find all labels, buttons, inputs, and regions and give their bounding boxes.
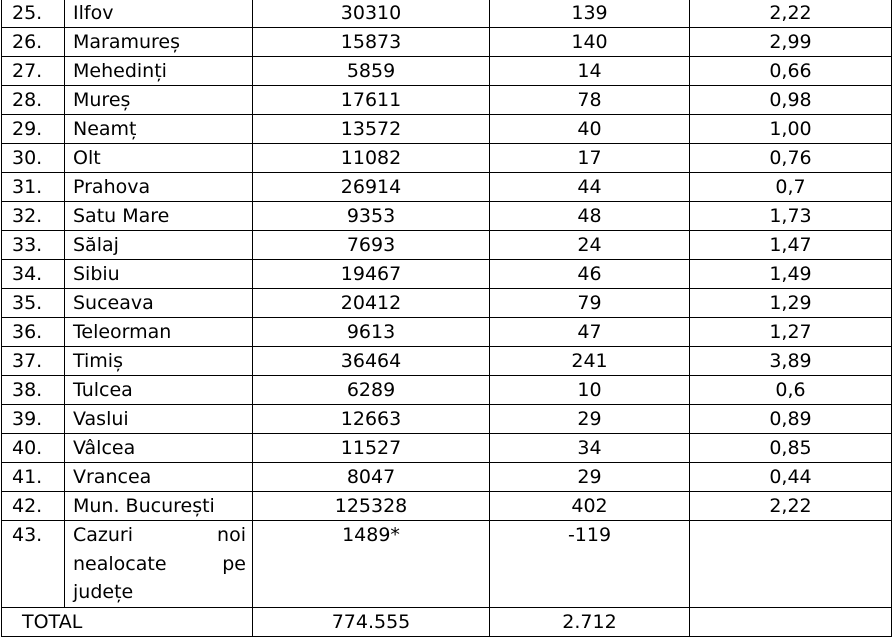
table-row <box>2 86 892 115</box>
incidence-cell: 0,89 <box>690 405 892 434</box>
row-number: 40. <box>2 434 65 463</box>
total-label: TOTAL <box>2 608 253 637</box>
row-number: 32. <box>2 202 65 231</box>
county-name: Sălaj <box>65 231 253 260</box>
county-name: Maramureș <box>65 28 253 57</box>
total-cases-cell: 6289 <box>253 376 490 405</box>
table-row <box>2 289 892 318</box>
county-name: Suceava <box>65 289 253 318</box>
total-cases-cell: 26914 <box>253 173 490 202</box>
county-name: Teleorman <box>65 318 253 347</box>
new-cases-cell: 34 <box>490 434 690 463</box>
incidence-cell: 2,99 <box>690 28 892 57</box>
incidence-cell <box>690 521 892 608</box>
county-name: Satu Mare <box>65 202 253 231</box>
incidence-cell: 0,66 <box>690 57 892 86</box>
incidence-cell: 1,73 <box>690 202 892 231</box>
incidence-cell: 1,00 <box>690 115 892 144</box>
new-cases-cell: 17 <box>490 144 690 173</box>
table-row <box>2 57 892 86</box>
incidence-cell: 2,22 <box>690 0 892 28</box>
county-cases-table <box>1 0 892 637</box>
incidence-cell: 0,98 <box>690 86 892 115</box>
total-cases-cell: 12663 <box>253 405 490 434</box>
row-number: 42. <box>2 492 65 521</box>
new-cases-cell: 10 <box>490 376 690 405</box>
new-cases-cell: 44 <box>490 173 690 202</box>
total-cases-cell: 30310 <box>253 0 490 28</box>
row-number: 26. <box>2 28 65 57</box>
table-row-total <box>2 608 892 637</box>
total-cases-cell: 8047 <box>253 463 490 492</box>
total-cases-cell: 15873 <box>253 28 490 57</box>
row-number: 30. <box>2 144 65 173</box>
incidence-cell: 0,44 <box>690 463 892 492</box>
new-cases-cell: 79 <box>490 289 690 318</box>
table-row <box>2 492 892 521</box>
incidence-cell: 1,27 <box>690 318 892 347</box>
table-row <box>2 202 892 231</box>
table-row <box>2 115 892 144</box>
incidence-cell: 2,22 <box>690 492 892 521</box>
new-cases-cell: 29 <box>490 405 690 434</box>
county-name: Vaslui <box>65 405 253 434</box>
table-row <box>2 318 892 347</box>
total-cases-cell: 36464 <box>253 347 490 376</box>
county-name: Tulcea <box>65 376 253 405</box>
total-cases-cell: 9613 <box>253 318 490 347</box>
county-name: Vâlcea <box>65 434 253 463</box>
table-row <box>2 463 892 492</box>
row-number: 25. <box>2 0 65 28</box>
incidence-cell: 3,89 <box>690 347 892 376</box>
county-name: Sibiu <box>65 260 253 289</box>
total-cases-cell: 9353 <box>253 202 490 231</box>
incidence-cell: 1,47 <box>690 231 892 260</box>
county-name: Olt <box>65 144 253 173</box>
county-name: Vrancea <box>65 463 253 492</box>
total-cases-cell: 11082 <box>253 144 490 173</box>
new-cases-cell: 24 <box>490 231 690 260</box>
incidence-cell: 0,7 <box>690 173 892 202</box>
table-row <box>2 231 892 260</box>
new-cases-cell: 402 <box>490 492 690 521</box>
total-cases-cell: 11527 <box>253 434 490 463</box>
row-number: 39. <box>2 405 65 434</box>
county-name: Mureș <box>65 86 253 115</box>
incidence-cell: 1,49 <box>690 260 892 289</box>
new-cases-cell: -119 <box>490 521 690 608</box>
total-cases-cell: 17611 <box>253 86 490 115</box>
new-cases-cell: 241 <box>490 347 690 376</box>
incidence-cell: 0,76 <box>690 144 892 173</box>
table-row <box>2 260 892 289</box>
county-name: Mehedinți <box>65 57 253 86</box>
row-number: 36. <box>2 318 65 347</box>
row-number: 33. <box>2 231 65 260</box>
table-body <box>2 0 892 637</box>
total-cases-cell: 7693 <box>253 231 490 260</box>
incidence-cell: 0,85 <box>690 434 892 463</box>
new-cases-cell: 40 <box>490 115 690 144</box>
total-cases-cell: 5859 <box>253 57 490 86</box>
row-number: 43. <box>2 521 65 608</box>
row-number: 35. <box>2 289 65 318</box>
new-cases-cell: 140 <box>490 28 690 57</box>
total-cases-cell: 13572 <box>253 115 490 144</box>
new-cases-cell: 139 <box>490 0 690 28</box>
new-cases-cell: 47 <box>490 318 690 347</box>
table-row <box>2 347 892 376</box>
row-number: 27. <box>2 57 65 86</box>
row-number: 41. <box>2 463 65 492</box>
row-number: 38. <box>2 376 65 405</box>
row-number: 28. <box>2 86 65 115</box>
incidence-total-cell <box>690 608 892 637</box>
county-name: Neamț <box>65 115 253 144</box>
county-name: Timiș <box>65 347 253 376</box>
total-cases-cell: 125328 <box>253 492 490 521</box>
total-cases-sum: 774.555 <box>253 608 490 637</box>
new-cases-cell: 46 <box>490 260 690 289</box>
new-cases-sum: 2.712 <box>490 608 690 637</box>
total-cases-cell: 20412 <box>253 289 490 318</box>
table-row <box>2 28 892 57</box>
table-row <box>2 173 892 202</box>
incidence-cell: 1,29 <box>690 289 892 318</box>
new-cases-cell: 14 <box>490 57 690 86</box>
new-cases-cell: 48 <box>490 202 690 231</box>
new-cases-cell: 78 <box>490 86 690 115</box>
row-number: 37. <box>2 347 65 376</box>
county-name: Mun. București <box>65 492 253 521</box>
table-row <box>2 434 892 463</box>
table-row <box>2 376 892 405</box>
new-cases-cell: 29 <box>490 463 690 492</box>
county-name: Ilfov <box>65 0 253 28</box>
county-name: Prahova <box>65 173 253 202</box>
row-number: 29. <box>2 115 65 144</box>
total-cases-cell: 1489* <box>253 521 490 608</box>
table-row <box>2 144 892 173</box>
row-number: 34. <box>2 260 65 289</box>
total-cases-cell: 19467 <box>253 260 490 289</box>
table-row-unallocated <box>2 521 892 608</box>
row-number: 31. <box>2 173 65 202</box>
county-name: Cazuri noi nealocate pe județe <box>65 521 253 608</box>
incidence-cell: 0,6 <box>690 376 892 405</box>
table-row <box>2 405 892 434</box>
table-row <box>2 0 892 28</box>
